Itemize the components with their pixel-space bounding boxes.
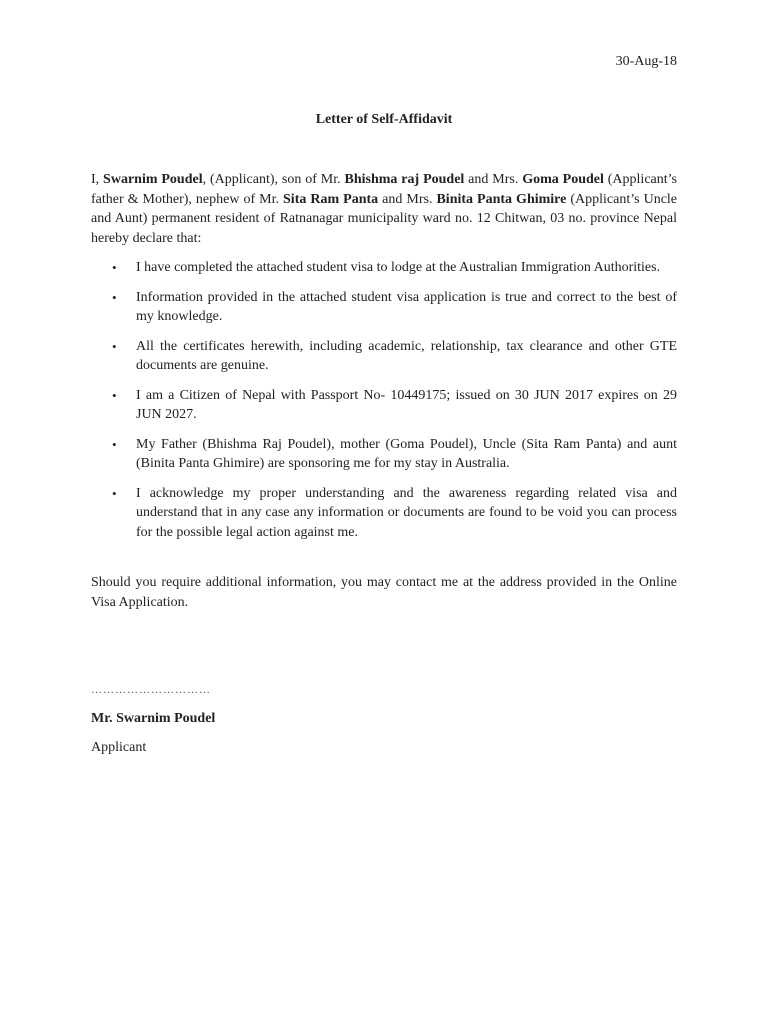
uncle-name: Sita Ram Panta [283,191,379,207]
letter-date: 30-Aug-18 [615,54,677,69]
intro-text-4: (Applicant’s father & Mother), nephew of Mr. [91,172,677,207]
intro-text-3: and Mrs. [464,172,523,187]
bullet-icon: • [112,387,117,403]
list-item [91,288,677,327]
aunt-name: Binita Panta Ghimire [436,191,567,207]
list-item [91,386,677,425]
declaration-text: All the certificates herewith, including academic, relationship, tax clearance and other GTE documents are genuine. [136,338,677,373]
list-item [91,258,677,278]
closing-paragraph: Should you require additional information, you may contact me at the address provided in the Online Visa Application. [91,575,677,610]
letter-title: Letter of Self-Affidavit [315,112,453,127]
declaration-text: I have completed the attached student visa to lodge at the Australian Immigration Authorities. [136,260,661,275]
signature-line: ………………………… [91,684,211,696]
list-item [91,435,677,474]
signatory-name: Mr. Swarnim Poudel [91,711,216,726]
bullet-icon: • [112,485,117,501]
declaration-text: I acknowledge my proper understanding and the awareness regarding related visa and understand that in any case any information or documents are found to be void you can process for the possible legal action against me. [136,485,677,540]
intro-text-6: (Applicant’s Uncle and Aunt) permanent resident of Ratnanagar municipality ward no. 12 Chitwan, 03 no. province Nepal hereby declare that: [91,191,678,246]
bullet-icon: • [112,260,117,275]
applicant-name: Swarnim Poudel [103,172,203,187]
signatory-role: Applicant [91,740,147,755]
declaration-text: My Father (Bhishma Raj Poudel), mother (Goma Poudel), Uncle (Sita Ram Panta) and aunt (Binita Panta Ghimire) are sponsoring me for my stay in Australia. [136,436,677,471]
father-name: Bhishma raj Poudel [344,172,465,187]
bullet-icon: • [112,289,117,305]
mother-name: Goma Poudel [522,172,604,187]
declaration-text: I am a Citizen of Nepal with Passport No- 10449175; issued on 30 JUN 2017 expires on 29 JUN 2027. [136,387,677,422]
bullet-icon: • [112,338,117,354]
intro-text-1: I, [91,172,104,187]
intro-paragraph [91,170,677,248]
list-item [91,484,677,543]
list-item [91,337,677,376]
intro-text-5: and Mrs. [378,191,437,207]
intro-text-2: , (Applicant), son of Mr. [202,172,345,187]
bullet-icon: • [112,436,117,452]
declaration-list [91,258,677,552]
declaration-text: Information provided in the attached student visa application is true and correct to the best of my knowledge. [136,289,677,324]
